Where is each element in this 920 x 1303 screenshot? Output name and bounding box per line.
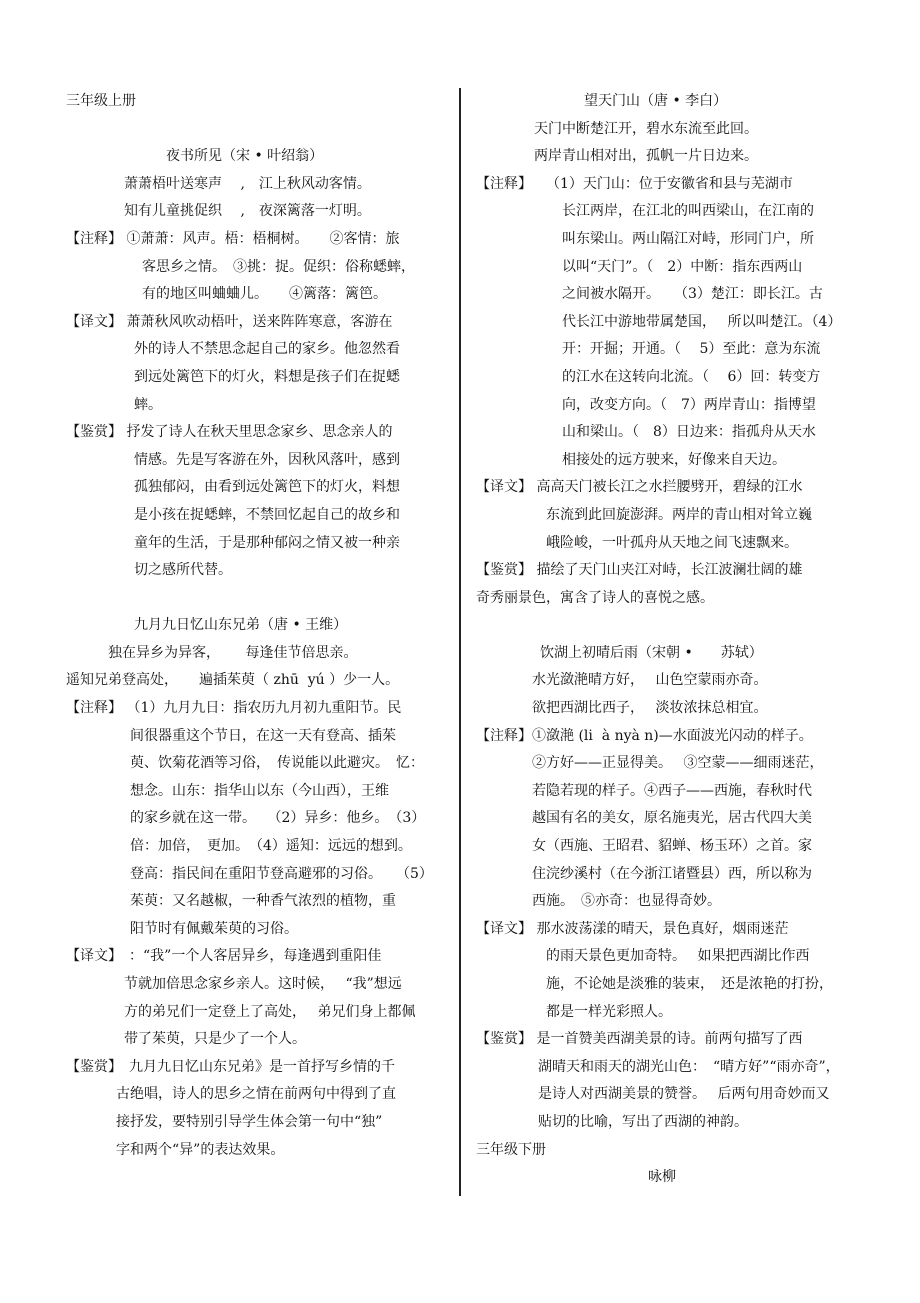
notes-line: 之间被水隔开。 （3）楚江：即长江。古: [562, 286, 823, 303]
poem-line: 欲把西湖比西子， 淡妆浓抹总相宜。: [532, 700, 768, 717]
translation-line: 带了茱萸，只是少了一个人。: [124, 1031, 306, 1048]
appreciation-line: 情感。先是写客游在外，因秋风落叶，感到: [134, 451, 400, 468]
poem-line: 独在异乡为异客， 每逢佳节倍思亲。: [108, 644, 358, 661]
column-divider: [459, 88, 461, 1196]
notes-line: 有的地区叫蛐蛐儿。 ④篱落：篱笆。: [142, 286, 387, 303]
notes-line: 茱萸：又名越椒，一种香气浓烈的植物，重: [130, 893, 396, 910]
poem-line: 水光潋滟晴方好， 山色空蒙雨亦奇。: [532, 672, 768, 689]
appreciation-line: 【鉴赏】 是一首赞美西湖美景的诗。前两句描写了西: [476, 1031, 803, 1048]
translation-line: 【译文】 高高天门被长江之水拦腰劈开，碧绿的江水: [476, 479, 803, 496]
translation-line: 方的弟兄们一定登上了高处， 弟兄们身上都佩: [124, 1003, 416, 1020]
notes-line: 长江两岸，在江北的叫西梁山，在江南的: [562, 203, 814, 220]
appreciation-line: 孤独郁闷，由看到远处篱笆下的灯火，料想: [134, 479, 400, 496]
notes-line: 【注释】①潋滟 (li à nyà n)—水面波光闪动的样子。: [476, 727, 813, 744]
poem-line: 两岸青山相对出，孤帆一片日边来。: [534, 148, 758, 165]
notes-line: 萸、饮菊花酒等习俗， 传说能以此避灾。 忆：: [130, 755, 424, 772]
notes-line: 的家乡就在这一带。 （2）异乡：他乡。 （3）: [130, 810, 426, 827]
notes-line: 西施。 ⑤亦奇：也显得奇妙。: [532, 893, 721, 910]
translation-line: 外的诗人不禁思念起自己的家乡。他忽然看: [134, 341, 400, 358]
appreciation-line: 【鉴赏】 描绘了天门山夹江对峙，长江波澜壮阔的雄: [476, 562, 803, 579]
translation-line: 东流到此回旋澎湃。两岸的青山相对耸立巍: [546, 506, 812, 523]
notes-line: 以叫“天门”。（ 2）中断：指东西两山: [562, 258, 803, 275]
translation-line: 节就加倍思念家乡亲人。这时候， “我”想远: [124, 976, 402, 992]
poem-line: 知有儿童挑促织 , 夜深篱落一灯明。: [124, 203, 371, 220]
translation-line: 峨险峻，一叶孤舟从天地之间飞速飘来。: [546, 534, 798, 551]
poem-line: 萧萧梧叶送寒声 , 江上秋风动客情。: [124, 175, 371, 192]
appreciation-line: 古绝唱，诗人的思乡之情在前两句中得到了直: [116, 1086, 396, 1103]
poem-title: 夜书所见（宋 • 叶绍翁）: [166, 148, 324, 165]
notes-line: 倍：加倍， 更加。 （4）遥知：远远的想到。: [130, 838, 412, 855]
appreciation-line: 童年的生活，于是那种郁闷之情又被一种亲: [134, 534, 400, 551]
notes-line: 【注释】 （1）天门山：位于安徽省和县与芜湖市: [476, 175, 793, 192]
translation-line: 施，不论她是淡雅的装束， 还是浓艳的打扮，: [546, 976, 833, 992]
notes-line: 越国有名的美女，原名施夷光，居古代四大美: [532, 810, 812, 827]
translation-line: 的雨天景色更加奇特。 如果把西湖比作西: [546, 948, 810, 965]
appreciation-line: 是诗人对西湖美景的赞誉。 后两句用奇妙而又: [538, 1086, 830, 1103]
translation-line: 到远处篱笆下的灯火，料想是孩子们在捉蟋: [134, 368, 400, 385]
notes-line: 代长江中游地带属楚国， 所以叫楚江。（4）: [562, 313, 842, 330]
appreciation-line: 奇秀丽景色，寓含了诗人的喜悦之感。: [476, 589, 714, 606]
appreciation-line: 切之感所代替。: [134, 562, 232, 579]
appreciation-line: 接抒发，要特别引导学生体会第一句中“独”: [116, 1113, 383, 1130]
notes-line: 相接处的远方驶来，好像来自天边。: [562, 451, 786, 468]
translation-line: 都是一样光彩照人。: [546, 1003, 672, 1020]
appreciation-line: 湖晴天和雨天的湖光山色： “晴方好”“雨亦奇”，: [538, 1058, 840, 1075]
left-column: [66, 88, 451, 1164]
notes-line: 【注释】 （1）九月九日：指农历九月初九重阳节。民: [66, 700, 402, 717]
notes-line: 的江水在这转向北流。（ 6）回：转变方: [562, 368, 821, 385]
notes-line: 山和梁山。（ 8）日边来：指孤舟从天水: [562, 424, 816, 441]
translation-line: 【译文】 ：“我”一个人客居异乡，每逢遇到重阳佳: [66, 948, 382, 965]
poem-line: 天门中断楚江开，碧水东流至此回。: [534, 120, 758, 137]
notes-line: 【注释】 ①萧萧：风声。梧：梧桐树。 ②客情：旅: [66, 230, 400, 247]
notes-line: 客思乡之情。 ③挑：捉。促织：俗称蟋蟀，: [142, 258, 415, 275]
notes-line: 向，改变方向。（ 7）两岸青山：指博望: [562, 396, 816, 413]
notes-line: ②方好——正显得美。 ③空蒙——细雨迷茫，: [532, 755, 824, 772]
notes-line: 间很器重这个节日，在这一天有登高、插茱: [130, 727, 396, 744]
translation-line: 【译文】 萧萧秋风吹动梧叶，送来阵阵寒意，客游在: [66, 313, 393, 330]
appreciation-line: 【鉴赏】 抒发了诗人在秋天里思念家乡、思念亲人的: [66, 424, 393, 441]
appreciation-line: 贴切的比喻，写出了西湖的神韵。: [538, 1113, 748, 1130]
section-heading: 三年级上册: [66, 93, 136, 109]
poem-title: 九月九日忆山东兄弟（唐 • 王维）: [134, 617, 348, 634]
poem-title: 望天门山（唐 • 李白）: [584, 93, 728, 109]
appreciation-line: 字和两个“异”的表达效果。: [116, 1141, 285, 1158]
poem-title: 饮湖上初晴后雨（宋朝 • 苏轼）: [540, 644, 763, 661]
notes-line: 叫东梁山。两山隔江对峙，形同门户，所: [562, 230, 814, 247]
notes-line: 阳节时有佩戴茱萸的习俗。: [130, 920, 298, 937]
notes-line: 若隐若现的样子。④西子——西施，春秋时代: [532, 782, 812, 799]
notes-line: 登高：指民间在重阳节登高避邪的习俗。 （5）: [130, 865, 433, 882]
notes-line: 开：开掘；开通。（ 5）至此：意为东流: [562, 341, 821, 358]
appreciation-line: 是小孩在捉蟋蟀，不禁回忆起自己的故乡和: [134, 506, 400, 523]
notes-line: 想念。山东：指华山以东（今山西），王维: [130, 782, 389, 799]
poem-title: 咏柳: [648, 1169, 676, 1186]
appreciation-line: 【鉴赏】 九月九日忆山东兄弟》是一首抒写乡情的千: [66, 1058, 395, 1075]
poem-line: 遥知兄弟登高处， 遍插茱萸（ zhū yú ）少一人。: [66, 672, 400, 689]
translation-line: 【译文】 那水波荡漾的晴天，景色真好，烟雨迷茫: [476, 920, 789, 937]
notes-line: 住浣纱溪村（在今浙江诸暨县）西，所以称为: [532, 865, 812, 882]
right-column: [476, 88, 876, 1192]
section-heading: 三年级下册: [476, 1141, 546, 1158]
translation-line: 蟀。: [134, 396, 162, 413]
notes-line: 女（西施、王昭君、貂蝉、杨玉环）之首。家: [532, 838, 812, 855]
